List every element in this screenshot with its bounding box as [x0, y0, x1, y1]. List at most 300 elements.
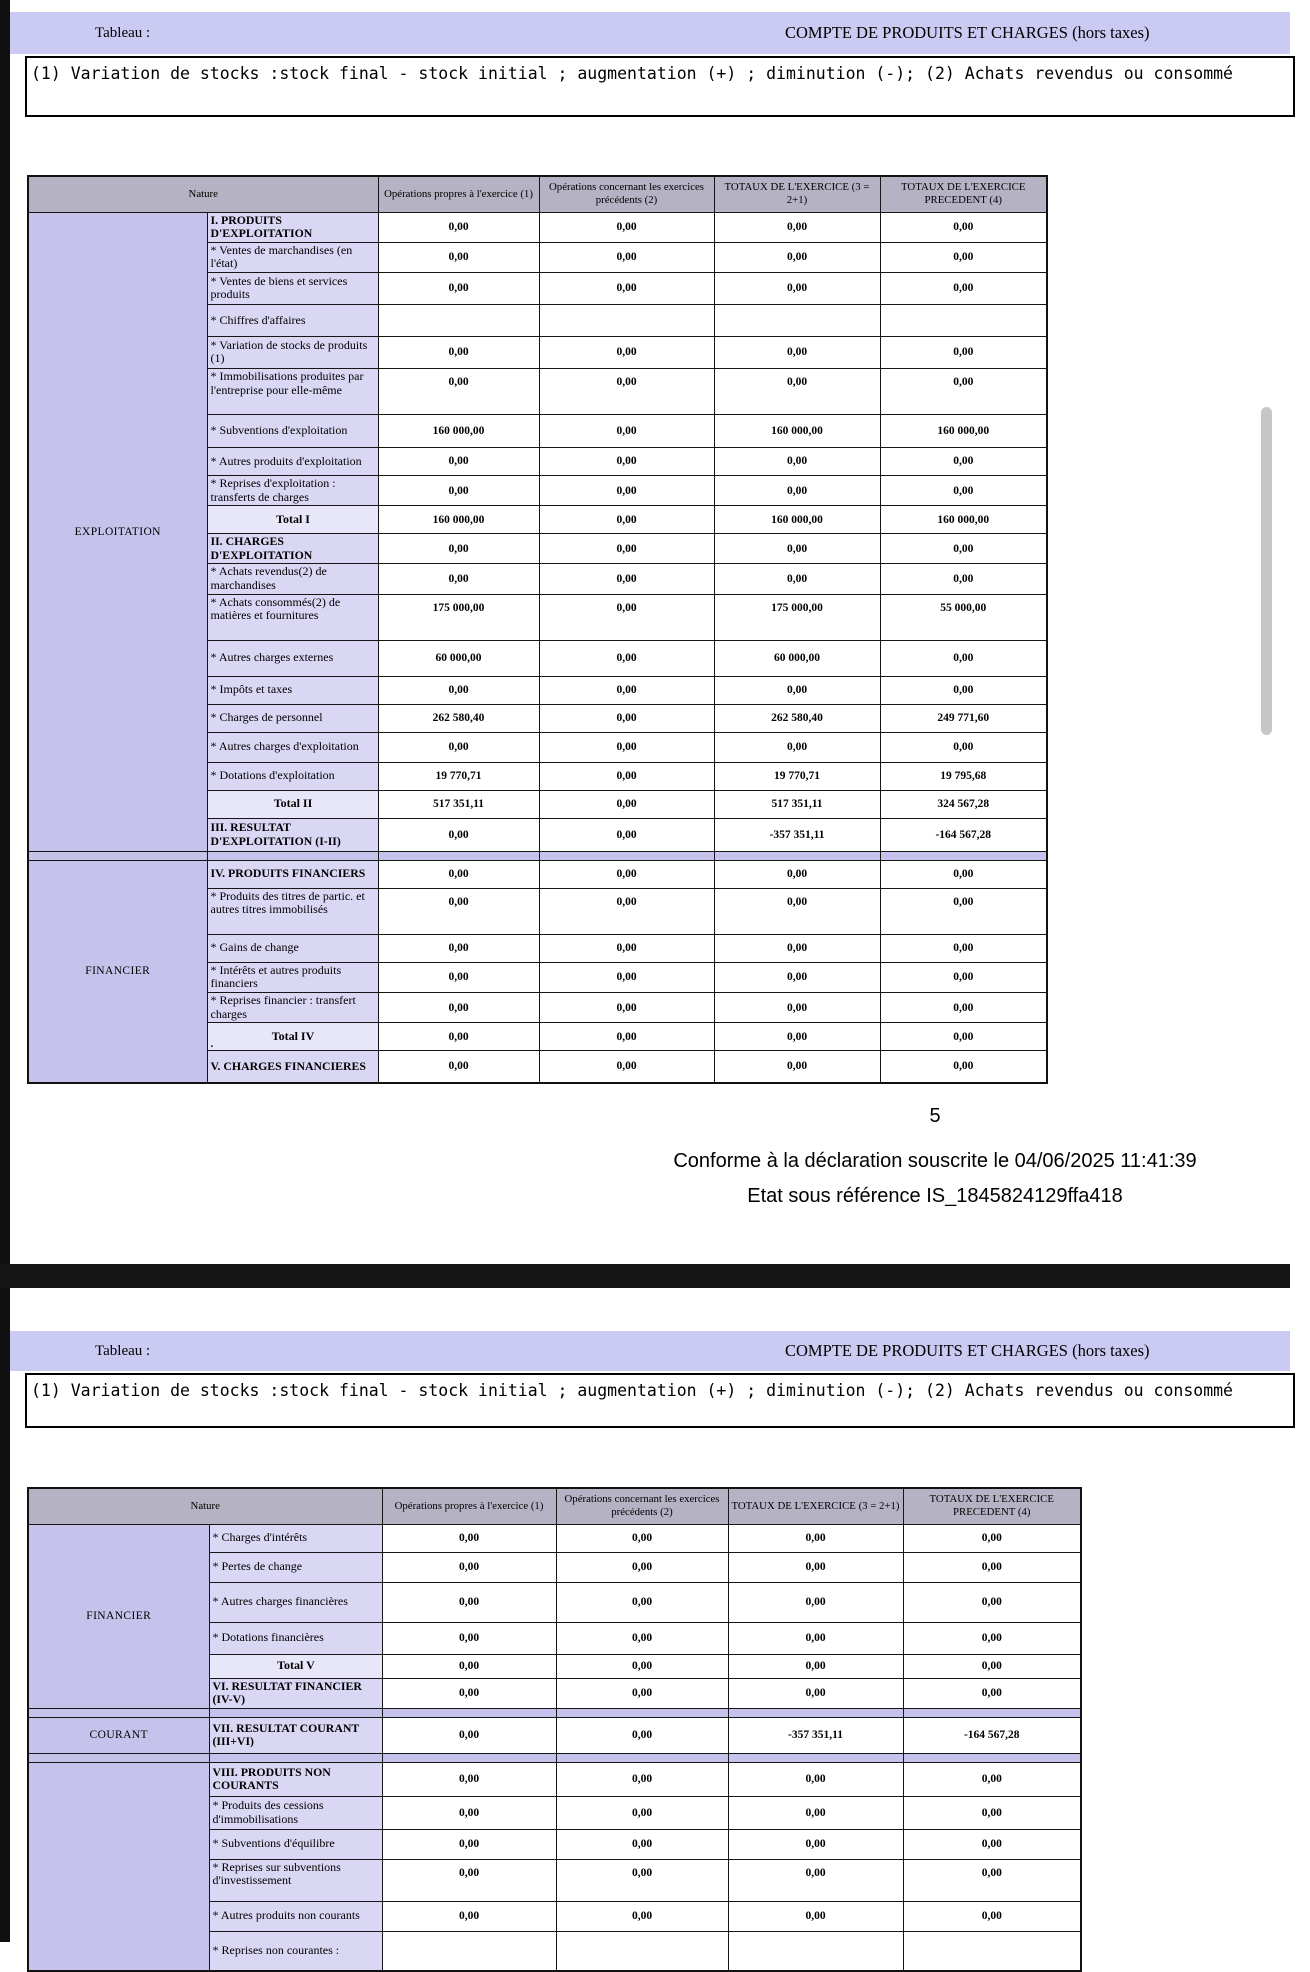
value-cell: 0,00 [714, 212, 880, 242]
value-cell: 0,00 [903, 1762, 1081, 1796]
value-cell: 0,00 [728, 1796, 903, 1829]
separator-row [28, 1753, 1081, 1762]
nature-label: * Produits des titres de partic. et autres titres immobilisés [210, 888, 365, 917]
value-cell: 0,00 [880, 860, 1047, 888]
nature-label: * Ventes de marchandises (en l'état) [210, 242, 353, 271]
nature-cell [209, 1859, 382, 1901]
value-cell: 0,00 [539, 414, 714, 447]
nature-cell [209, 1524, 382, 1552]
value-cell: 60 000,00 [714, 640, 880, 676]
value-cell: 0,00 [714, 368, 880, 414]
nature-label: * Pertes de change [212, 1559, 303, 1574]
value-cell: 262 580,40 [378, 704, 539, 732]
header-cell: Opérations concernant les exercices précédents (2) [539, 176, 714, 212]
window-left-edge [0, 0, 10, 1942]
nature-cell [207, 447, 378, 475]
separator-cell [209, 1708, 382, 1717]
value-cell: 0,00 [903, 1901, 1081, 1931]
value-cell: 0,00 [880, 534, 1047, 564]
value-cell: 0,00 [378, 934, 539, 962]
nature-cell [207, 336, 378, 368]
value-cell: 0,00 [556, 1654, 728, 1678]
value-cell: 0,00 [378, 818, 539, 851]
group-cell [28, 1762, 209, 1971]
nature-label: * Immobilisations produites par l'entreprise pour elle-même [210, 368, 364, 397]
separator-cell [382, 1708, 556, 1717]
nature-label: IV. PRODUITS FINANCIERS [210, 866, 366, 881]
nature-cell [207, 272, 378, 304]
nature-cell [209, 1654, 382, 1678]
separator-cell [728, 1708, 903, 1717]
value-cell: 0,00 [556, 1622, 728, 1654]
value-cell: 0,00 [382, 1762, 556, 1796]
value-cell: 0,00 [539, 447, 714, 475]
value-cell: 0,00 [714, 962, 880, 992]
separator-cell [28, 1708, 209, 1717]
value-cell: 0,00 [382, 1796, 556, 1829]
value-cell: 0,00 [382, 1524, 556, 1552]
value-cell: 0,00 [539, 242, 714, 272]
table-row [28, 1524, 1081, 1552]
value-cell: 0,00 [378, 447, 539, 475]
value-cell: 0,00 [880, 242, 1047, 272]
header-cell: TOTAUX DE L'EXERCICE (3 = 2+1) [728, 1488, 903, 1524]
value-cell: 175 000,00 [714, 594, 880, 640]
value-cell: 0,00 [728, 1552, 903, 1582]
nature-label: * Dotations d'exploitation [210, 768, 335, 783]
header-cell: Opérations propres à l'exercice (1) [378, 176, 539, 212]
value-cell: 0,00 [382, 1859, 556, 1901]
table-header-row [28, 176, 1047, 212]
value-cell: 0,00 [539, 790, 714, 818]
nature-label: * Intérêts et autres produits financiers [210, 962, 342, 991]
value-cell: 0,00 [728, 1654, 903, 1678]
separator-cell [539, 851, 714, 860]
reference-statement: Etat sous référence IS_1845824129ffa418 [747, 1185, 1123, 1207]
nature-label: III. RESULTAT D'EXPLOITATION (I-II) [210, 820, 341, 848]
page1-title-band [10, 12, 1290, 54]
value-cell: 0,00 [539, 934, 714, 962]
value-cell: 160 000,00 [378, 506, 539, 534]
page-gap-band [0, 1264, 1290, 1288]
value-cell: 0,00 [714, 447, 880, 475]
value-cell: 0,00 [714, 860, 880, 888]
group-cell: COURANT [28, 1717, 209, 1753]
nature-label: * Reprises financier : transfert charges [210, 992, 356, 1021]
value-cell: 0,00 [714, 534, 880, 564]
separator-cell [378, 851, 539, 860]
footnote-box: (1) Variation de stocks :stock final - stock initial ; augmentation (+) ; diminution (-); (2) Achats revendus ou consommé [25, 1373, 1295, 1428]
value-cell: 0,00 [539, 962, 714, 992]
nature-label: Total V [277, 1658, 315, 1673]
nature-cell [207, 888, 378, 934]
value-cell: 0,00 [556, 1829, 728, 1859]
separator-cell [28, 1753, 209, 1762]
value-cell: 0,00 [556, 1552, 728, 1582]
nature-cell [207, 506, 378, 534]
value-cell: 0,00 [378, 336, 539, 368]
nature-cell [207, 704, 378, 732]
value-cell: 0,00 [378, 242, 539, 272]
value-cell: 0,00 [556, 1678, 728, 1708]
value-cell: 249 771,60 [880, 704, 1047, 732]
separator-cell [209, 1753, 382, 1762]
value-cell: 0,00 [382, 1829, 556, 1859]
value-cell: 0,00 [539, 1023, 714, 1051]
value-cell: 0,00 [556, 1717, 728, 1753]
value-cell: 160 000,00 [880, 506, 1047, 534]
separator-row [28, 851, 1047, 860]
value-cell: 0,00 [539, 762, 714, 790]
nature-cell [207, 594, 378, 640]
value-cell: 0,00 [378, 732, 539, 762]
value-cell: 0,00 [714, 564, 880, 594]
value-cell: 0,00 [556, 1582, 728, 1622]
value-cell: 0,00 [880, 1023, 1047, 1051]
value-cell: 0,00 [903, 1582, 1081, 1622]
value-cell: 0,00 [880, 676, 1047, 704]
document-title: COMPTE DE PRODUITS ET CHARGES (hors taxes) [785, 1341, 1150, 1360]
value-cell: 0,00 [880, 640, 1047, 676]
header-cell: TOTAUX DE L'EXERCICE PRECEDENT (4) [880, 176, 1047, 212]
value-cell: 160 000,00 [714, 506, 880, 534]
value-cell: 0,00 [539, 860, 714, 888]
value-cell: 0,00 [556, 1796, 728, 1829]
nature-label: V. CHARGES FINANCIERES [210, 1058, 366, 1073]
value-cell: 324 567,28 [880, 790, 1047, 818]
value-cell: 0,00 [880, 992, 1047, 1022]
value-cell: 0,00 [539, 336, 714, 368]
value-cell: 0,00 [539, 594, 714, 640]
separator-row [28, 1708, 1081, 1717]
nature-label: VII. RESULTAT COURANT (III+VI) [212, 1720, 360, 1748]
value-cell: 0,00 [880, 212, 1047, 242]
value-cell: 0,00 [903, 1524, 1081, 1552]
value-cell: 0,00 [880, 888, 1047, 934]
value-cell [903, 1931, 1081, 1971]
value-cell [728, 1931, 903, 1971]
separator-cell [903, 1708, 1081, 1717]
value-cell: 0,00 [539, 564, 714, 594]
nature-label: * Variation de stocks de produits (1) [210, 337, 368, 366]
value-cell: 0,00 [556, 1859, 728, 1901]
nature-cell [209, 1622, 382, 1654]
value-cell: 0,00 [903, 1829, 1081, 1859]
nature-cell [209, 1901, 382, 1931]
value-cell [539, 304, 714, 336]
value-cell: 175 000,00 [378, 594, 539, 640]
value-cell: 0,00 [903, 1859, 1081, 1901]
nature-cell [209, 1931, 382, 1971]
header-cell: TOTAUX DE L'EXERCICE PRECEDENT (4) [903, 1488, 1081, 1524]
nature-label: VIII. PRODUITS NON COURANTS [212, 1764, 331, 1792]
value-cell: 0,00 [378, 564, 539, 594]
value-cell: 0,00 [728, 1901, 903, 1931]
nature-cell [207, 304, 378, 336]
nature-label: * Reprises non courantes : [212, 1942, 340, 1957]
value-cell: 0,00 [714, 676, 880, 704]
nature-label: * Reprises sur subventions d'investissement [212, 1859, 341, 1888]
nature-cell [207, 475, 378, 505]
value-cell: 0,00 [714, 888, 880, 934]
value-cell: 0,00 [539, 212, 714, 242]
nature-cell [209, 1762, 382, 1796]
value-cell: 517 351,11 [714, 790, 880, 818]
table-header-row [28, 1488, 1081, 1524]
scrollbar-thumb[interactable] [1261, 407, 1272, 735]
nature-cell [207, 1051, 378, 1083]
value-cell: 0,00 [903, 1622, 1081, 1654]
nature-cell [209, 1829, 382, 1859]
value-cell [880, 304, 1047, 336]
value-cell: 60 000,00 [378, 640, 539, 676]
nature-label: * Charges de personnel [210, 710, 323, 725]
value-cell: 0,00 [903, 1678, 1081, 1708]
value-cell: 160 000,00 [880, 414, 1047, 447]
value-cell: 0,00 [880, 962, 1047, 992]
nature-cell [207, 732, 378, 762]
separator-cell [207, 851, 378, 860]
value-cell: 19 795,68 [880, 762, 1047, 790]
nature-label: * Autres charges externes [210, 650, 334, 665]
value-cell: -164 567,28 [903, 1717, 1081, 1753]
conformity-statement: Conforme à la déclaration souscrite le 04/06/2025 11:41:39 [673, 1150, 1197, 1172]
value-cell: 0,00 [556, 1901, 728, 1931]
nature-cell [207, 368, 378, 414]
value-cell [378, 304, 539, 336]
value-cell: 0,00 [382, 1901, 556, 1931]
value-cell: 0,00 [556, 1524, 728, 1552]
value-cell: 0,00 [378, 962, 539, 992]
nature-label: * Ventes de biens et services produits [210, 273, 348, 302]
value-cell: 0,00 [714, 934, 880, 962]
value-cell: 0,00 [714, 1051, 880, 1083]
value-cell: 0,00 [539, 676, 714, 704]
value-cell: 0,00 [539, 272, 714, 304]
value-cell: 0,00 [539, 506, 714, 534]
value-cell: 0,00 [714, 732, 880, 762]
nature-label: * Achats consommés(2) de matières et fournitures [210, 594, 341, 623]
cpc-table-page2 [27, 1487, 1082, 1972]
nature-cell [207, 818, 378, 851]
nature-cell [207, 676, 378, 704]
nature-label: * Autres produits non courants [212, 1908, 360, 1923]
value-cell: 0,00 [378, 1023, 539, 1051]
value-cell: 517 351,11 [378, 790, 539, 818]
nature-label: * Autres charges financières [212, 1594, 348, 1609]
nature-label: * Impôts et taxes [210, 682, 293, 697]
nature-cell [207, 934, 378, 962]
value-cell: 0,00 [382, 1552, 556, 1582]
value-cell [714, 304, 880, 336]
nature-cell [207, 962, 378, 992]
value-cell: 0,00 [728, 1859, 903, 1901]
nature-label: * Subventions d'équilibre [212, 1836, 335, 1851]
nature-label: * Dotations financières [212, 1630, 324, 1645]
value-cell: 0,00 [378, 475, 539, 505]
value-cell: 0,00 [382, 1582, 556, 1622]
header-cell: TOTAUX DE L'EXERCICE (3 = 2+1) [714, 176, 880, 212]
value-cell: 0,00 [903, 1552, 1081, 1582]
value-cell: 0,00 [539, 818, 714, 851]
nature-label: II. CHARGES D'EXPLOITATION [210, 534, 313, 562]
separator-cell [903, 1753, 1081, 1762]
value-cell: 0,00 [880, 564, 1047, 594]
value-cell: 0,00 [880, 1051, 1047, 1083]
value-cell: 0,00 [728, 1762, 903, 1796]
value-cell: 0,00 [714, 272, 880, 304]
nature-cell [209, 1552, 382, 1582]
page-number: 5 [929, 1105, 941, 1127]
nature-cell [209, 1796, 382, 1829]
nature-cell [209, 1678, 382, 1708]
value-cell [556, 1931, 728, 1971]
value-cell: 19 770,71 [714, 762, 880, 790]
group-cell: FINANCIER [28, 860, 207, 1083]
value-cell: 0,00 [539, 1051, 714, 1083]
separator-cell [728, 1753, 903, 1762]
value-cell: 262 580,40 [714, 704, 880, 732]
value-cell: 0,00 [378, 992, 539, 1022]
value-cell: 0,00 [728, 1829, 903, 1859]
nature-label: * Autres charges d'exploitation [210, 739, 359, 754]
value-cell: 0,00 [382, 1622, 556, 1654]
header-cell: Nature [28, 1488, 382, 1524]
group-cell: FINANCIER [28, 1524, 209, 1708]
value-cell: 160 000,00 [714, 414, 880, 447]
value-cell: -357 351,11 [728, 1717, 903, 1753]
value-cell: 0,00 [539, 888, 714, 934]
value-cell: 0,00 [880, 934, 1047, 962]
nature-label: * Achats revendus(2) de marchandises [210, 564, 327, 592]
header-cell: Opérations concernant les exercices précédents (2) [556, 1488, 728, 1524]
nature-cell [209, 1717, 382, 1753]
value-cell: 0,00 [539, 992, 714, 1022]
value-cell: 0,00 [378, 212, 539, 242]
nature-cell [209, 1582, 382, 1622]
value-cell: 0,00 [378, 534, 539, 564]
value-cell [382, 1931, 556, 1971]
value-cell: 0,00 [728, 1524, 903, 1552]
cpc-table-page1 [27, 175, 1048, 1084]
value-cell: 0,00 [903, 1654, 1081, 1678]
nature-label: * Gains de change [210, 940, 299, 955]
value-cell: 0,00 [714, 336, 880, 368]
separator-cell [880, 851, 1047, 860]
tableau-label: Tableau : [95, 24, 151, 41]
value-cell: 0,00 [728, 1622, 903, 1654]
separator-cell [28, 851, 207, 860]
nature-label: I. PRODUITS D'EXPLOITATION [210, 212, 313, 240]
value-cell: 0,00 [880, 447, 1047, 475]
nature-label: * Charges d'intérêts [212, 1530, 308, 1545]
value-cell: 0,00 [880, 475, 1047, 505]
value-cell: 0,00 [378, 676, 539, 704]
value-cell: 160 000,00 [378, 414, 539, 447]
value-cell: 0,00 [880, 732, 1047, 762]
table-row [28, 1762, 1081, 1796]
nature-cell [207, 762, 378, 790]
value-cell: 0,00 [378, 888, 539, 934]
table-row [28, 860, 1047, 888]
value-cell: 0,00 [382, 1717, 556, 1753]
nature-cell [207, 1023, 378, 1051]
value-cell: 0,00 [728, 1678, 903, 1708]
footnote-box: (1) Variation de stocks :stock final - stock initial ; augmentation (+) ; diminution (-); (2) Achats revendus ou consommé [25, 56, 1295, 117]
nature-cell [207, 992, 378, 1022]
value-cell: 0,00 [556, 1762, 728, 1796]
nature-cell [207, 242, 378, 272]
value-cell: 0,00 [539, 704, 714, 732]
nature-label: * Reprises d'exploitation : transferts de charges [210, 475, 336, 504]
nature-label: Total I [276, 511, 310, 526]
stray-dot: . [210, 1038, 214, 1051]
value-cell: 0,00 [714, 1023, 880, 1051]
value-cell: 0,00 [378, 860, 539, 888]
nature-label: Total II [273, 796, 313, 811]
value-cell: 19 770,71 [378, 762, 539, 790]
value-cell: 0,00 [539, 534, 714, 564]
group-cell: EXPLOITATION [28, 212, 207, 851]
header-cell: Nature [28, 176, 378, 212]
document-title: COMPTE DE PRODUITS ET CHARGES (hors taxes) [785, 23, 1150, 42]
value-cell: 0,00 [378, 272, 539, 304]
value-cell: 0,00 [382, 1678, 556, 1708]
header-cell: Opérations propres à l'exercice (1) [382, 1488, 556, 1524]
value-cell: 0,00 [539, 732, 714, 762]
table-row [28, 1717, 1081, 1753]
separator-cell [382, 1753, 556, 1762]
nature-cell [207, 414, 378, 447]
tableau-label: Tableau : [95, 1342, 151, 1359]
nature-label: * Subventions d'exploitation [210, 423, 348, 437]
separator-cell [714, 851, 880, 860]
value-cell: 0,00 [714, 242, 880, 272]
separator-cell [556, 1708, 728, 1717]
nature-cell [207, 640, 378, 676]
nature-label: * Chiffres d'affaires [210, 312, 306, 327]
value-cell: 0,00 [714, 992, 880, 1022]
value-cell: 0,00 [539, 368, 714, 414]
value-cell: 0,00 [728, 1582, 903, 1622]
value-cell: 0,00 [880, 368, 1047, 414]
value-cell: 55 000,00 [880, 594, 1047, 640]
nature-label: Total IV [271, 1028, 315, 1043]
nature-label: * Produits des cessions d'immobilisations [212, 1797, 324, 1826]
nature-cell [207, 564, 378, 594]
value-cell: 0,00 [382, 1654, 556, 1678]
value-cell: 0,00 [378, 368, 539, 414]
nature-label: VI. RESULTAT FINANCIER (IV-V) [212, 1678, 362, 1706]
nature-cell [207, 212, 378, 242]
nature-label: * Autres produits d'exploitation [210, 453, 362, 468]
value-cell: 0,00 [880, 336, 1047, 368]
nature-cell [207, 790, 378, 818]
nature-cell [207, 534, 378, 564]
value-cell: 0,00 [880, 272, 1047, 304]
value-cell: -164 567,28 [880, 818, 1047, 851]
value-cell: 0,00 [714, 475, 880, 505]
value-cell: 0,00 [539, 640, 714, 676]
separator-cell [556, 1753, 728, 1762]
nature-cell [207, 860, 378, 888]
value-cell: -357 351,11 [714, 818, 880, 851]
value-cell: 0,00 [539, 475, 714, 505]
value-cell: 0,00 [378, 1051, 539, 1083]
page2-title-band [10, 1331, 1290, 1371]
table-row [28, 212, 1047, 242]
value-cell: 0,00 [903, 1796, 1081, 1829]
